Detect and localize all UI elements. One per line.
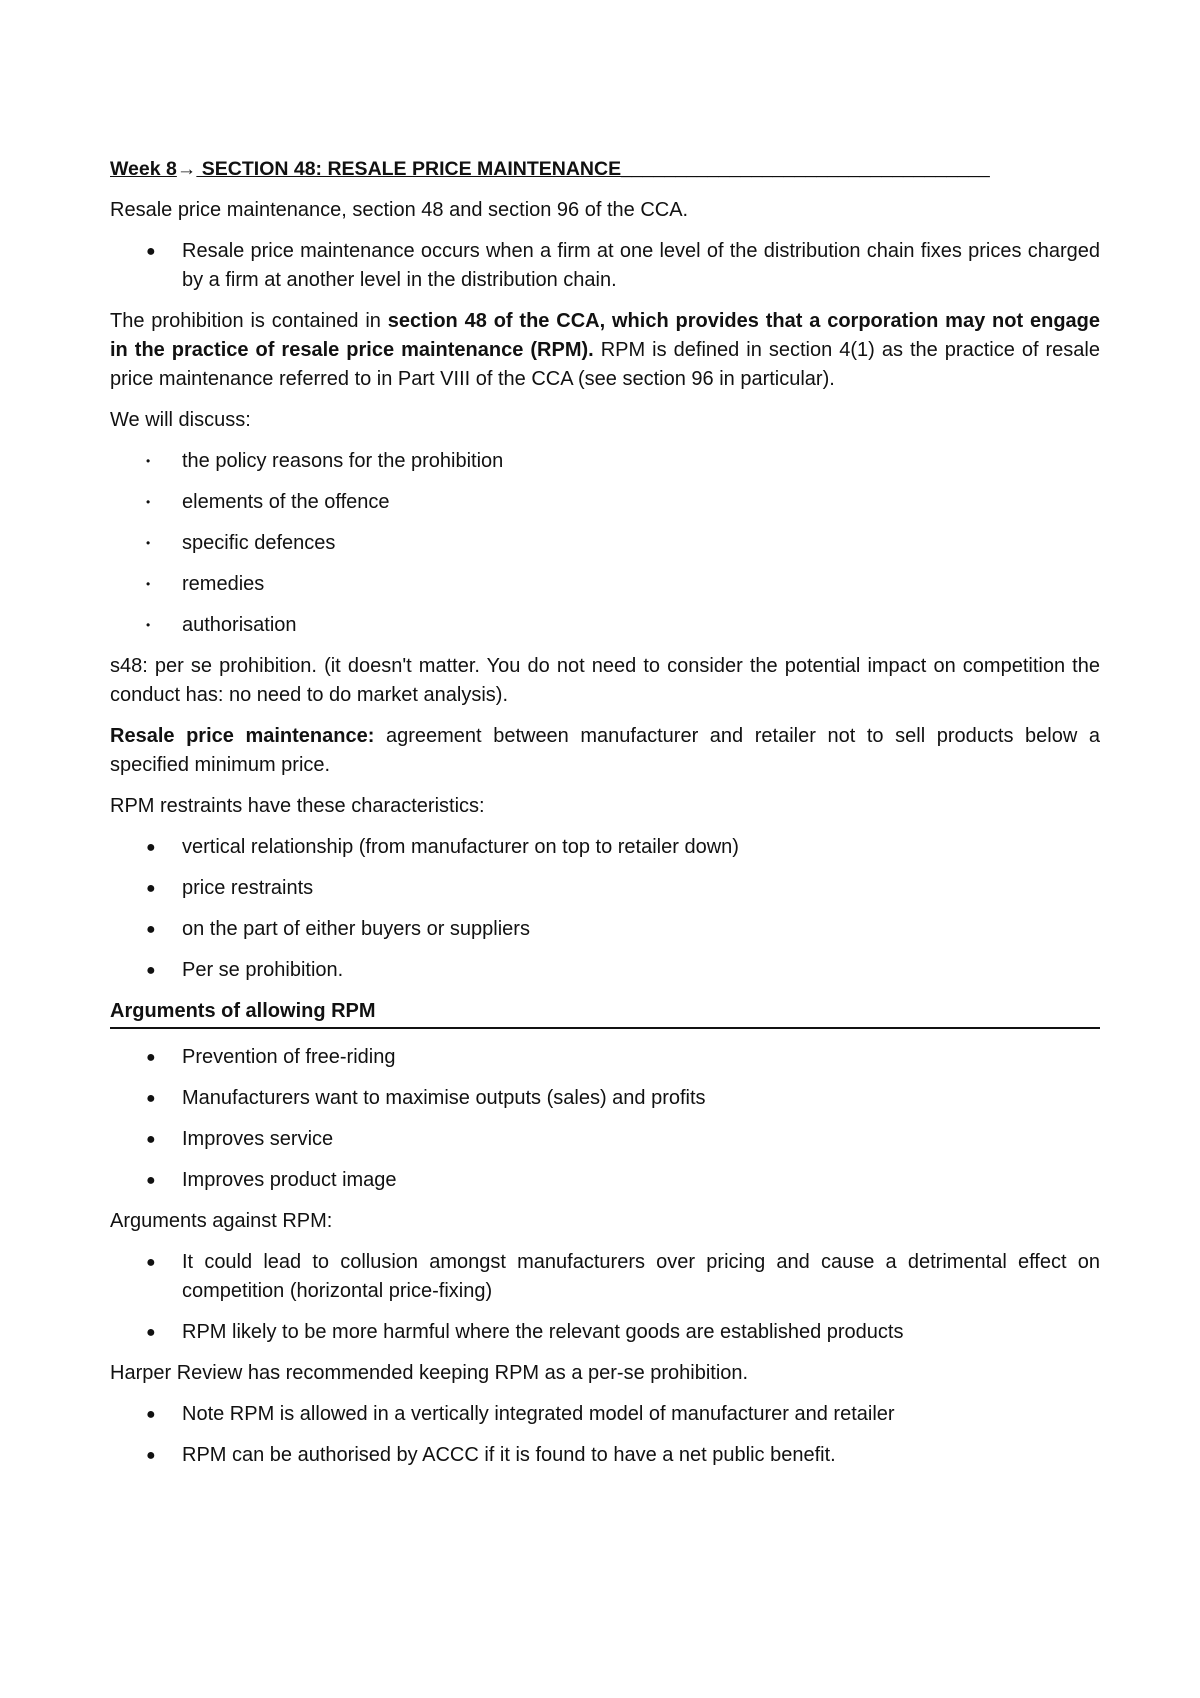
document-body [110, 155, 1100, 1482]
list-item: ● Manufacturers want to maximise outputs (sales) and profits [110, 1084, 1100, 1113]
list-item: • elements of the offence [110, 488, 1100, 517]
bullet-icon: ● [146, 1406, 156, 1423]
bullet-icon: ● [146, 839, 156, 856]
page-title [110, 155, 1100, 184]
bullet-icon: ● [146, 1172, 156, 1189]
list-item: ● Note RPM is allowed in a vertically integrated model of manufacturer and retailer [110, 1400, 1100, 1429]
list-item: ● Prevention of free-riding [110, 1043, 1100, 1072]
characteristics-list [110, 833, 1100, 985]
discuss-intro: We will discuss: [110, 409, 251, 431]
bullet-icon: ● [146, 962, 156, 979]
title-section: SECTION 48: RESALE PRICE MAINTENANCE__________________________________ [196, 158, 990, 180]
bullet-icon: • [146, 577, 151, 591]
harper-paragraph: Harper Review has recommended keeping RPM as a per-se prohibition. [110, 1362, 749, 1384]
bullet-icon: • [146, 618, 151, 632]
bullet-icon: • [146, 495, 151, 509]
list-item: • specific defences [110, 529, 1100, 558]
for-list [110, 1043, 1100, 1195]
harper-list [110, 1400, 1100, 1470]
list-item: • the policy reasons for the prohibition [110, 447, 1100, 476]
definition-paragraph: Resale price maintenance: agreement between manufacturer and retailer not to sell products below a specified minimum price. [110, 725, 1100, 776]
s48-paragraph: s48: per se prohibition. (it doesn't matter. You do not need to consider the potential impact on competition the conduct has: no need to do market analysis). [110, 655, 1100, 706]
bullet-icon: ● [146, 921, 156, 938]
against-list [110, 1248, 1100, 1347]
bullet-icon: ● [146, 1324, 156, 1341]
list-item: ● Improves service [110, 1125, 1100, 1154]
definition-term: Resale price maintenance: [110, 725, 375, 747]
list-item: ● Resale price maintenance occurs when a firm at one level of the distribution chain fixes prices charged by a firm at another level in the distribution chain. [110, 237, 1100, 295]
list-item: ● on the part of either buyers or suppliers [110, 915, 1100, 944]
list-item: ● RPM can be authorised by ACCC if it is found to have a net public benefit. [110, 1441, 1100, 1470]
bullet-icon: • [146, 536, 151, 550]
characteristics-intro: RPM restraints have these characteristics: [110, 795, 485, 817]
bullet-icon: ● [146, 243, 156, 260]
section-heading-for: Arguments of allowing RPM [110, 997, 1100, 1029]
prohibition-paragraph: The prohibition is contained in section 48 of the CCA, which provides that a corporation may not engage in the practice of resale price maintenance (RPM). RPM is defined in section 4(1) as the practice of resale price maintenance referred to in Part VIII of the CCA (see section 96 in particular). [110, 310, 1100, 390]
list-item: • authorisation [110, 611, 1100, 640]
list-item: ● Improves product image [110, 1166, 1100, 1195]
prohibition-bold: section 48 of the CCA, which provides that a corporation may not engage in the practice of resale price maintenance (RPM). [110, 310, 1100, 361]
list-item: ● vertical relationship (from manufacturer on top to retailer down) [110, 833, 1100, 862]
bullet-icon: ● [146, 1447, 156, 1464]
intro-list [110, 237, 1100, 295]
bullet-icon: ● [146, 1254, 156, 1271]
list-item: ● Per se prohibition. [110, 956, 1100, 985]
title-week: Week 8 [110, 158, 177, 180]
bullet-icon: ● [146, 1090, 156, 1107]
arrow-icon: → [176, 158, 197, 180]
list-item: ● It could lead to collusion amongst manufacturers over pricing and cause a detrimental effect on competition (horizontal price-fixing) [110, 1248, 1100, 1306]
list-item: ● RPM likely to be more harmful where the relevant goods are established products [110, 1318, 1100, 1347]
intro-paragraph: Resale price maintenance, section 48 and section 96 of the CCA. [110, 199, 689, 221]
list-item: • remedies [110, 570, 1100, 599]
list-item: ● price restraints [110, 874, 1100, 903]
bullet-icon: ● [146, 1049, 156, 1066]
bullet-icon: • [146, 454, 151, 468]
discuss-list [110, 447, 1100, 640]
bullet-icon: ● [146, 1131, 156, 1148]
against-intro: Arguments against RPM: [110, 1210, 333, 1232]
bullet-icon: ● [146, 880, 156, 897]
